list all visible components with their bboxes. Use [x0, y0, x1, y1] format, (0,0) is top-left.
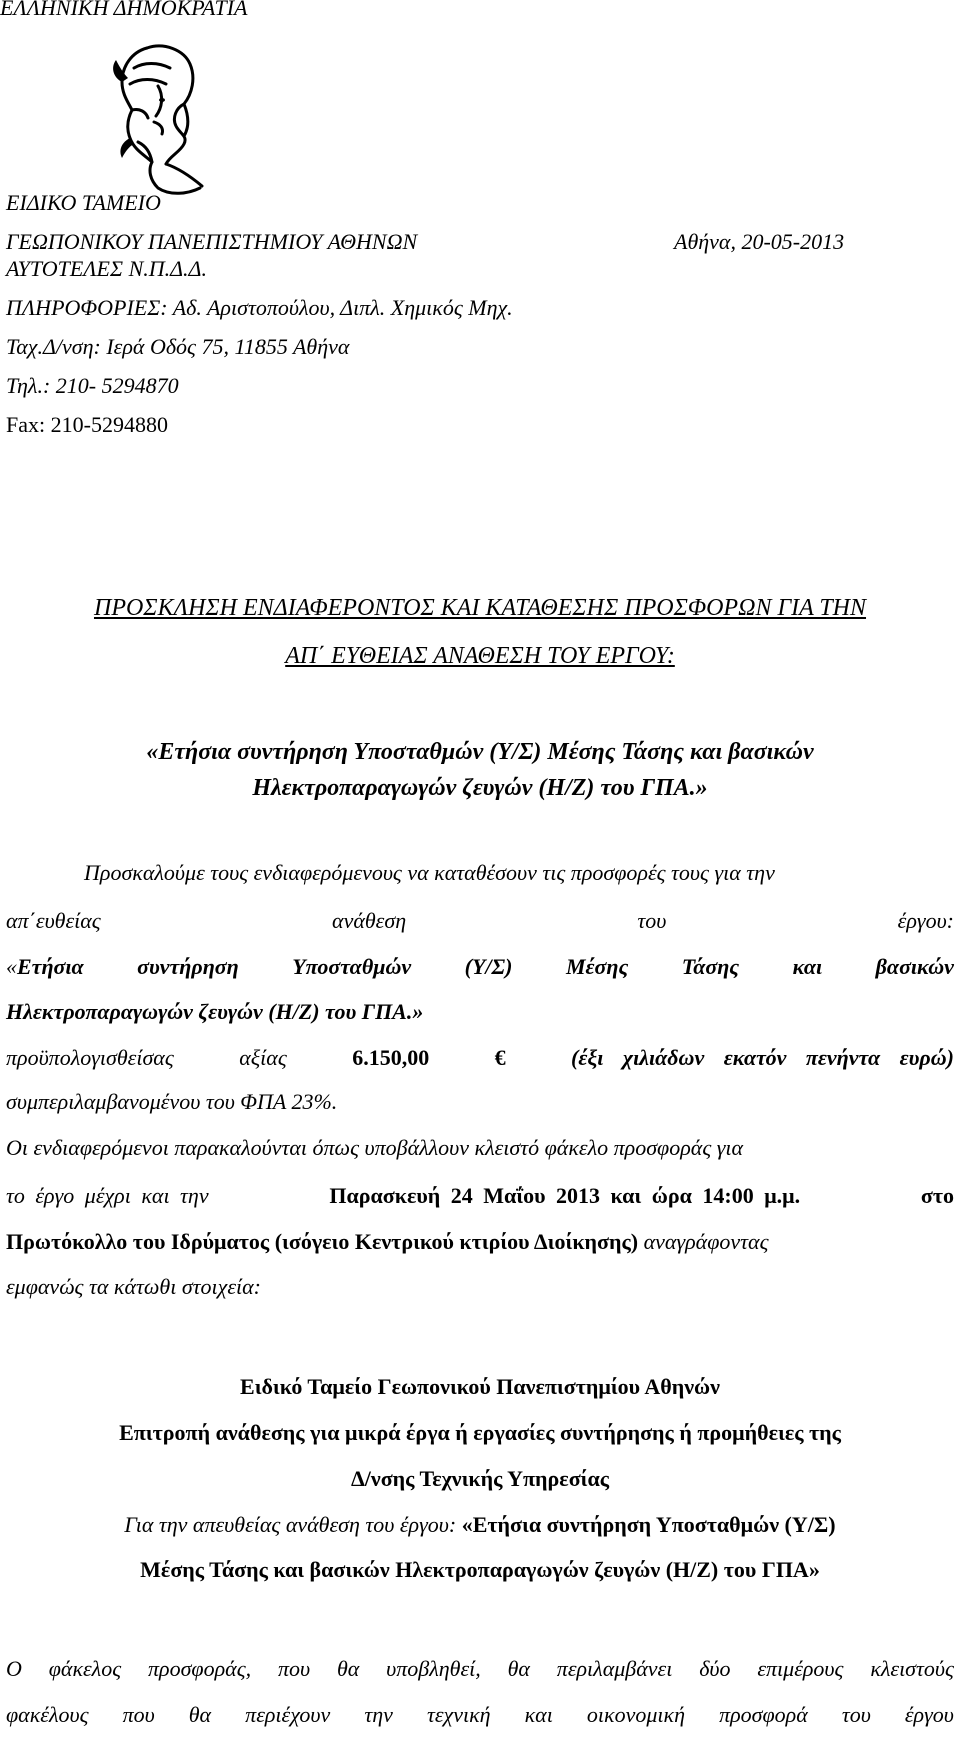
- closing-line2: [6, 1704, 954, 1726]
- postal-address: Ταχ.Δ/νση: Ιερά Οδός 75, 11855 Αθήνα: [6, 334, 350, 359]
- closing-word: επιμέρους: [757, 1656, 844, 1681]
- closing-word: προσφορά: [719, 1702, 808, 1727]
- phone-number: Τηλ.: 210- 5294870: [6, 373, 179, 398]
- closing-word: που: [122, 1702, 155, 1727]
- closing-word: περιέχουν: [245, 1702, 331, 1727]
- invitation-word: έργου:: [897, 908, 954, 933]
- fund-name-line3: ΑΥΤΟΤΕΛΕΣ Ν.Π.Δ.Δ.: [6, 256, 207, 281]
- document-title-line1: ΠΡΟΣΚΛΗΣΗ ΕΝΔΙΑΦΕΡΟΝΤΟΣ ΚΑΙ ΚΑΤΑΘΕΣΗΣ ΠΡΟΣΦΟΡΩΝ ΓΙΑ ΤΗΝ: [93, 595, 867, 621]
- envelope-project-prefix: Για την απευθείας ανάθεση του έργου:: [124, 1512, 462, 1537]
- closing-word: που: [277, 1656, 311, 1681]
- closing-word: περιλαμβάνει: [556, 1656, 673, 1681]
- invitation-word: ανάθεση: [332, 908, 407, 933]
- project-word: «Ετήσια: [6, 954, 84, 979]
- project-title-line1: «Ετήσια συντήρηση Υποσταθμών (Υ/Σ) Μέσης Τάσης και βασικών: [146, 739, 814, 765]
- info-contact: ΠΛΗΡΟΦΟΡΙΕΣ: Αδ. Αριστοπούλου, Διπλ. Χημικός Μηχ.: [6, 295, 513, 320]
- submission-text: το έργο μέχρι και την: [6, 1183, 209, 1208]
- closing-word: προσφοράς,: [147, 1656, 252, 1681]
- envelope-project-line2: Μέσης Τάσης και βασικών Ηλεκτροπαραγωγών ζευγών (Η/Ζ) του ΓΠΑ»: [140, 1557, 820, 1582]
- envelope-recipient-line2: Επιτροπή ανάθεσης για μικρά έργα ή εργασίες συντήρησης ή προμήθειες της: [119, 1420, 841, 1445]
- closing-word: του: [841, 1702, 871, 1727]
- project-word: Μέσης: [565, 954, 629, 979]
- closing-word: κλειστούς: [870, 1656, 954, 1681]
- closing-word: έργου: [904, 1702, 954, 1727]
- closing-word: θα: [188, 1702, 212, 1727]
- submission-text-at: στο: [920, 1183, 954, 1208]
- project-word: και: [792, 954, 823, 979]
- budget-line: [6, 1047, 954, 1069]
- vat-note: συμπεριλαμβανομένου του ΦΠΑ 23%.: [6, 1089, 338, 1114]
- invitation-line2: [6, 910, 954, 932]
- closing-word: την: [364, 1702, 393, 1727]
- budget-label-value: αξίας: [239, 1045, 287, 1070]
- closing-word: θα: [336, 1656, 360, 1681]
- closing-word: θα: [507, 1656, 530, 1681]
- submission-line4: εμφανώς τα κάτωθι στοιχεία:: [6, 1274, 261, 1299]
- euro-sign: €: [494, 1045, 506, 1070]
- place-date: Αθήνα, 20-05-2013: [674, 229, 845, 254]
- closing-word: δύο: [699, 1656, 731, 1681]
- project-title-line2: Ηλεκτροπαραγωγών ζευγών (Η/Ζ) του ΓΠΑ.»: [252, 775, 708, 801]
- document-title-line2: ΑΠ΄ ΕΥΘΕΙΑΣ ΑΝΑΘΕΣΗ ΤΟΥ ΕΡΓΟΥ:: [285, 643, 675, 669]
- closing-word: φάκελος: [48, 1656, 122, 1681]
- closing-word: τεχνική: [426, 1702, 491, 1727]
- submission-line2: [6, 1185, 954, 1207]
- athena-head-emblem-icon: [92, 38, 224, 200]
- project-word: Υποσταθμών: [292, 954, 412, 979]
- closing-word: και: [524, 1702, 553, 1727]
- closing-word: οικονομική: [586, 1702, 685, 1727]
- budget-label: προϋπολογισθείσας: [6, 1045, 174, 1070]
- invitation-line1: Προσκαλούμε τους ενδιαφερόμενους να καταθέσουν τις προσφορές τους για την: [84, 860, 775, 885]
- project-word: (Υ/Σ): [464, 954, 513, 979]
- project-word: Τάσης: [681, 954, 740, 979]
- submission-deadline: Παρασκευή 24 Μαΐου 2013 και ώρα 14:00 μ.μ.: [329, 1183, 801, 1208]
- submission-text-writing: αναγράφοντας: [643, 1229, 769, 1254]
- budget-amount: 6.150,00: [352, 1045, 430, 1070]
- project-word: συντήρηση: [137, 954, 239, 979]
- envelope-project-title: «Ετήσια συντήρηση Υποσταθμών (Υ/Σ): [461, 1512, 836, 1537]
- invitation-project-line2: Ηλεκτροπαραγωγών ζευγών (Η/Ζ) του ΓΠΑ.»: [6, 999, 424, 1024]
- invitation-project-line: [6, 956, 954, 978]
- country-name: ΕΛΛΗΝΙΚΗ ΔΗΜΟΚΡΑΤΙΑ: [0, 0, 248, 20]
- fax-number: Fax: 210-5294880: [6, 412, 168, 437]
- submission-line3: [6, 1231, 769, 1253]
- project-word: βασικών: [875, 954, 954, 979]
- fund-name-line1: ΕΙΔΙΚΟ ΤΑΜΕΙΟ: [6, 190, 161, 215]
- invitation-word: του: [637, 908, 667, 933]
- submission-location: Πρωτόκολλο του Ιδρύματος (ισόγειο Κεντρικού κτιρίου Διοίκησης): [6, 1229, 639, 1254]
- open-quote: «: [6, 954, 17, 979]
- submission-line1: Οι ενδιαφερόμενοι παρακαλούνται όπως υποβάλλουν κλειστό φάκελο προσφοράς για: [6, 1135, 744, 1160]
- fund-name-line2: ΓΕΩΠΟΝΙΚΟΥ ΠΑΝΕΠΙΣΤΗΜΙΟΥ ΑΘΗΝΩΝ: [6, 229, 418, 254]
- closing-line1: [6, 1658, 954, 1680]
- envelope-project-line1: [0, 1514, 960, 1536]
- closing-word: Ο: [6, 1656, 22, 1681]
- invitation-word: απ΄ευθείας: [6, 908, 101, 933]
- envelope-recipient-line1: Ειδικό Ταμείο Γεωπονικού Πανεπιστημίου Αθηνών: [240, 1374, 720, 1399]
- envelope-recipient-line3: Δ/νσης Τεχνικής Υπηρεσίας: [350, 1466, 610, 1491]
- closing-word: φακέλους: [6, 1702, 89, 1727]
- closing-word: υποβληθεί,: [386, 1656, 481, 1681]
- budget-amount-words: (έξι χιλιάδων εκατόν πενήντα ευρώ): [571, 1045, 954, 1070]
